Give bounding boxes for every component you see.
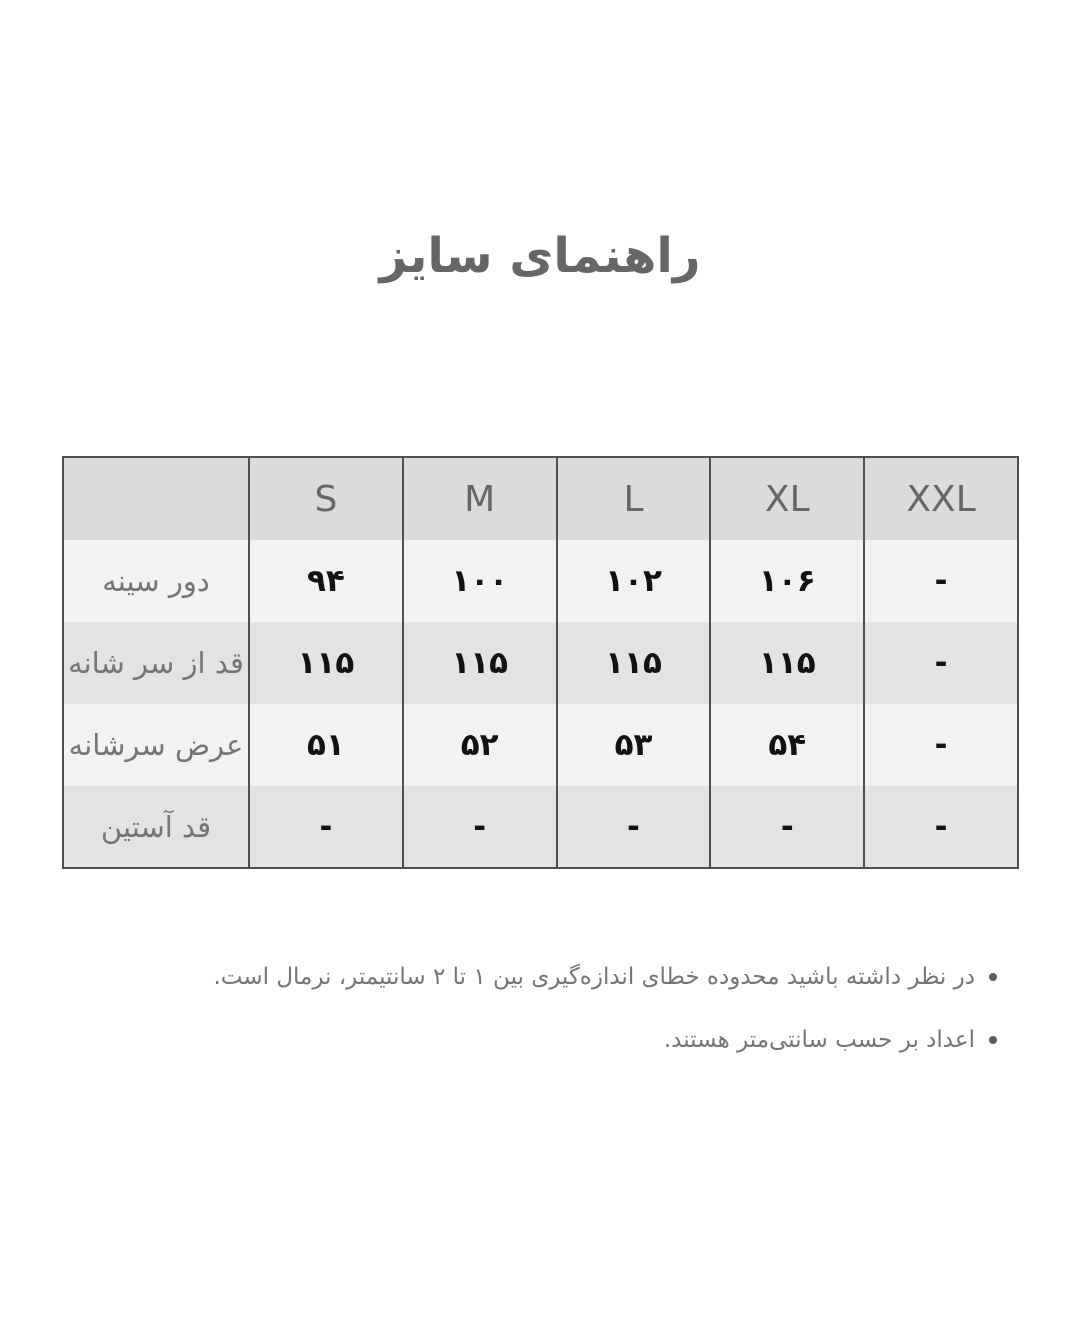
note-text: در نظر داشته باشید محدوده خطای اندازه‌گیری بین ۱ تا ۲ سانتیمتر، نرمال است.	[213, 964, 975, 990]
column-header-s: S	[249, 457, 403, 540]
cell-chest-xxl: -	[864, 540, 1018, 622]
bullet-icon	[989, 973, 997, 981]
cell-chest-xl: ۱۰۶	[710, 540, 864, 622]
corner-cell	[63, 457, 249, 540]
cell-sleeve-length-m: -	[403, 786, 557, 868]
row-label-shoulder-width: عرض سرشانه	[63, 704, 249, 786]
cell-sleeve-length-xxl: -	[864, 786, 1018, 868]
cell-sleeve-length-l: -	[557, 786, 711, 868]
cell-chest-s: ۹۴	[249, 540, 403, 622]
column-header-xl: XL	[710, 457, 864, 540]
row-label-shoulder-length: قد از سر شانه	[63, 622, 249, 704]
cell-chest-l: ۱۰۲	[557, 540, 711, 622]
table-row-shoulder-length	[63, 622, 1018, 704]
note-unit-centimeter	[83, 1025, 997, 1055]
bullet-icon	[989, 1036, 997, 1044]
cell-shoulder-length-l: ۱۱۵	[557, 622, 711, 704]
page-title: راهنمای سایز	[379, 228, 701, 284]
table-row-shoulder-width	[63, 704, 1018, 786]
cell-shoulder-length-m: ۱۱۵	[403, 622, 557, 704]
table-row-chest	[63, 540, 1018, 622]
column-header-m: M	[403, 457, 557, 540]
cell-shoulder-length-xl: ۱۱۵	[710, 622, 864, 704]
cell-shoulder-width-xl: ۵۴	[710, 704, 864, 786]
cell-shoulder-width-xxl: -	[864, 704, 1018, 786]
cell-sleeve-length-s: -	[249, 786, 403, 868]
column-header-xxl: XXL	[864, 457, 1018, 540]
notes-section	[83, 962, 997, 1088]
row-label-sleeve-length: قد آستین	[63, 786, 249, 868]
size-table	[62, 456, 1019, 869]
cell-chest-m: ۱۰۰	[403, 540, 557, 622]
row-label-chest: دور سینه	[63, 540, 249, 622]
size-table-header-row	[63, 457, 1018, 540]
cell-sleeve-length-xl: -	[710, 786, 864, 868]
note-measurement-error	[83, 962, 997, 992]
cell-shoulder-width-l: ۵۳	[557, 704, 711, 786]
cell-shoulder-width-s: ۵۱	[249, 704, 403, 786]
column-header-l: L	[557, 457, 711, 540]
cell-shoulder-length-s: ۱۱۵	[249, 622, 403, 704]
note-text: اعداد بر حسب سانتی‌متر هستند.	[663, 1027, 975, 1053]
cell-shoulder-width-m: ۵۲	[403, 704, 557, 786]
cell-shoulder-length-xxl: -	[864, 622, 1018, 704]
table-row-sleeve-length	[63, 786, 1018, 868]
